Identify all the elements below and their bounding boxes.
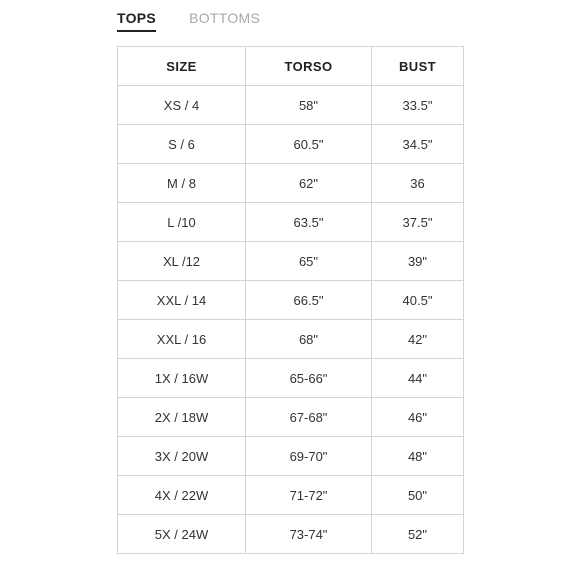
cell-torso: 73-74" — [246, 515, 372, 554]
cell-torso: 60.5" — [246, 125, 372, 164]
column-header-size: SIZE — [118, 47, 246, 86]
cell-size: XXL / 16 — [118, 320, 246, 359]
table-row — [118, 203, 464, 242]
cell-torso: 69-70" — [246, 437, 372, 476]
table-row — [118, 476, 464, 515]
cell-bust: 36 — [372, 164, 464, 203]
cell-torso: 65-66" — [246, 359, 372, 398]
tab-bottoms[interactable]: BOTTOMS — [189, 10, 261, 26]
cell-torso: 68" — [246, 320, 372, 359]
cell-size: XXL / 14 — [118, 281, 246, 320]
cell-size: 5X / 24W — [118, 515, 246, 554]
cell-size: 1X / 16W — [118, 359, 246, 398]
cell-torso: 63.5" — [246, 203, 372, 242]
cell-torso: 62" — [246, 164, 372, 203]
cell-torso: 67-68" — [246, 398, 372, 437]
table-row — [118, 515, 464, 554]
cell-size: 4X / 22W — [118, 476, 246, 515]
cell-torso: 58" — [246, 86, 372, 125]
tab-tops[interactable]: TOPS — [117, 8, 156, 32]
column-header-bust: BUST — [372, 47, 464, 86]
cell-bust: 44" — [372, 359, 464, 398]
cell-size: XL /12 — [118, 242, 246, 281]
cell-bust: 42" — [372, 320, 464, 359]
cell-bust: 34.5" — [372, 125, 464, 164]
table-row — [118, 242, 464, 281]
cell-bust: 50" — [372, 476, 464, 515]
cell-bust: 48" — [372, 437, 464, 476]
cell-size: M / 8 — [118, 164, 246, 203]
cell-bust: 52" — [372, 515, 464, 554]
cell-torso: 66.5" — [246, 281, 372, 320]
cell-bust: 33.5" — [372, 86, 464, 125]
table-row — [118, 86, 464, 125]
column-header-torso: TORSO — [246, 47, 372, 86]
cell-size: 2X / 18W — [118, 398, 246, 437]
table-header-row — [118, 47, 464, 86]
table-row — [118, 398, 464, 437]
cell-size: L /10 — [118, 203, 246, 242]
table-row — [118, 320, 464, 359]
cell-size: S / 6 — [118, 125, 246, 164]
cell-torso: 65" — [246, 242, 372, 281]
cell-torso: 71-72" — [246, 476, 372, 515]
cell-bust: 46" — [372, 398, 464, 437]
table-row — [118, 359, 464, 398]
size-tabs — [117, 8, 260, 32]
cell-bust: 37.5" — [372, 203, 464, 242]
size-chart-table — [117, 46, 464, 554]
table-row — [118, 164, 464, 203]
cell-bust: 40.5" — [372, 281, 464, 320]
table-row — [118, 437, 464, 476]
table-row — [118, 281, 464, 320]
cell-bust: 39" — [372, 242, 464, 281]
cell-size: 3X / 20W — [118, 437, 246, 476]
cell-size: XS / 4 — [118, 86, 246, 125]
table-row — [118, 125, 464, 164]
